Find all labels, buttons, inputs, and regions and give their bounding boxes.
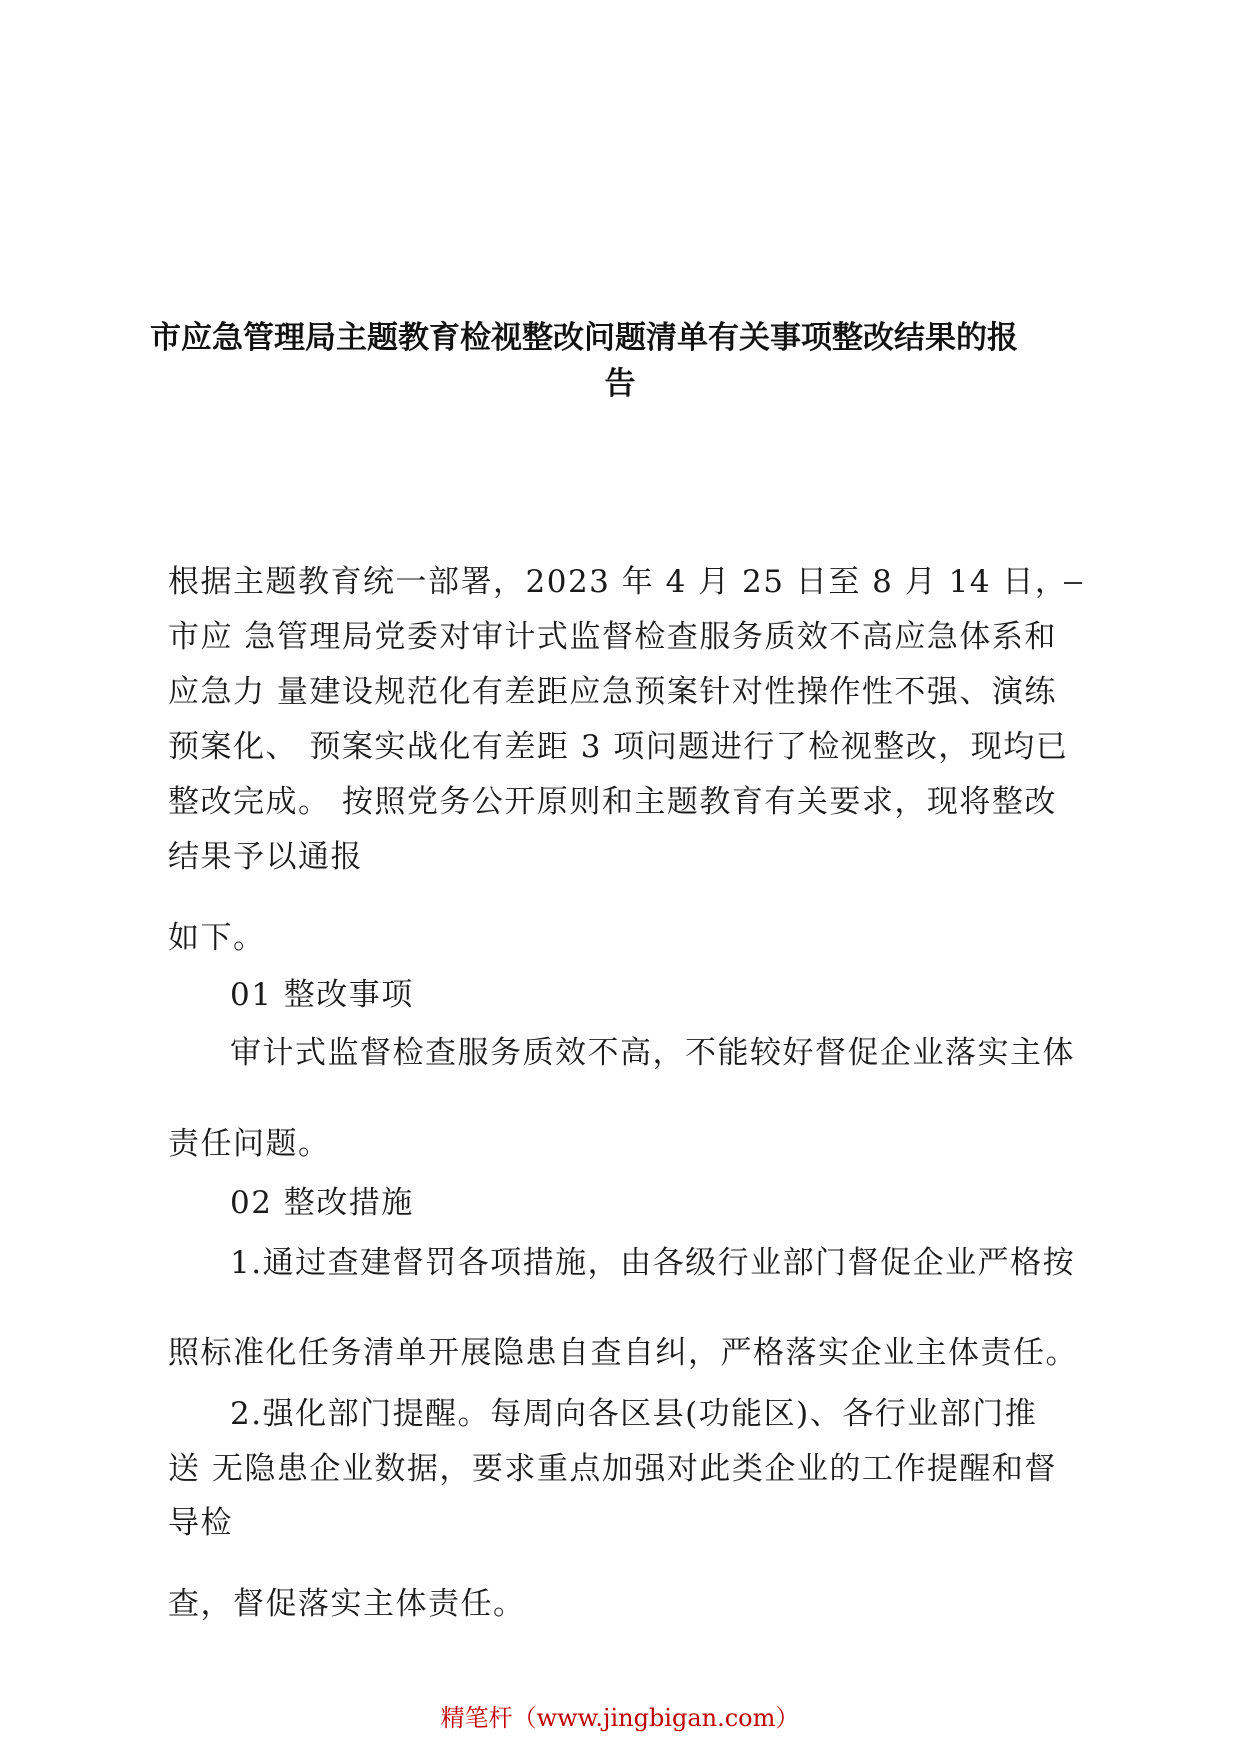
measure-2-line2: 送 无隐患企业数据，要求重点加强对此类企业的工作提醒和督: [168, 1451, 1057, 1487]
measure-2-line1: 2.强化部门提醒。每周向各区县(功能区)、各行业部门推: [230, 1396, 1038, 1432]
body-line-5: 整改完成。 按照党务公开原则和主题教育有关要求，现将整改: [168, 784, 1057, 820]
measure-1-line2: 照标准化任务清单开展隐患自查自纠，严格落实企业主体责任。: [168, 1335, 1078, 1371]
footer-watermark-link[interactable]: 精笔杆（www.jingbigan.com）: [440, 1704, 800, 1732]
measure-2-line4: 查，督促落实主体责任。: [168, 1586, 526, 1622]
body-line-2: 市应 急管理局党委对审计式监督检查服务质效不高应急体系和: [168, 619, 1057, 655]
body-line-6: 结果予以通报: [168, 839, 363, 875]
section-01-text-line1: 审计式监督检查服务质效不高，不能较好督促企业落实主体: [230, 1035, 1075, 1071]
section-heading-02: 02 整改措施: [230, 1185, 414, 1221]
body-line-7: 如下。: [168, 920, 266, 956]
body-line-3: 应急力 量建设规范化有差距应急预案针对性操作性不强、演练: [168, 674, 1057, 710]
section-01-text-line2: 责任问题。: [168, 1126, 331, 1162]
document-title-line2: 告: [604, 366, 636, 402]
measure-1-line1: 1.通过查建督罚各项措施，由各级行业部门督促企业严格按: [230, 1245, 1076, 1281]
document-title-line1: 市应急管理局主题教育检视整改问题清单有关事项整改结果的报: [150, 320, 1018, 356]
section-heading-01: 01 整改事项: [230, 977, 414, 1013]
body-line-4: 预案化、 预案实战化有差距 3 项问题进行了检视整改，现均已: [168, 729, 1069, 765]
measure-2-line3: 导检: [168, 1505, 233, 1541]
body-line-1: 根据主题教育统一部署，2023 年 4 月 25 日至 8 月 14 日，: [168, 564, 1068, 600]
